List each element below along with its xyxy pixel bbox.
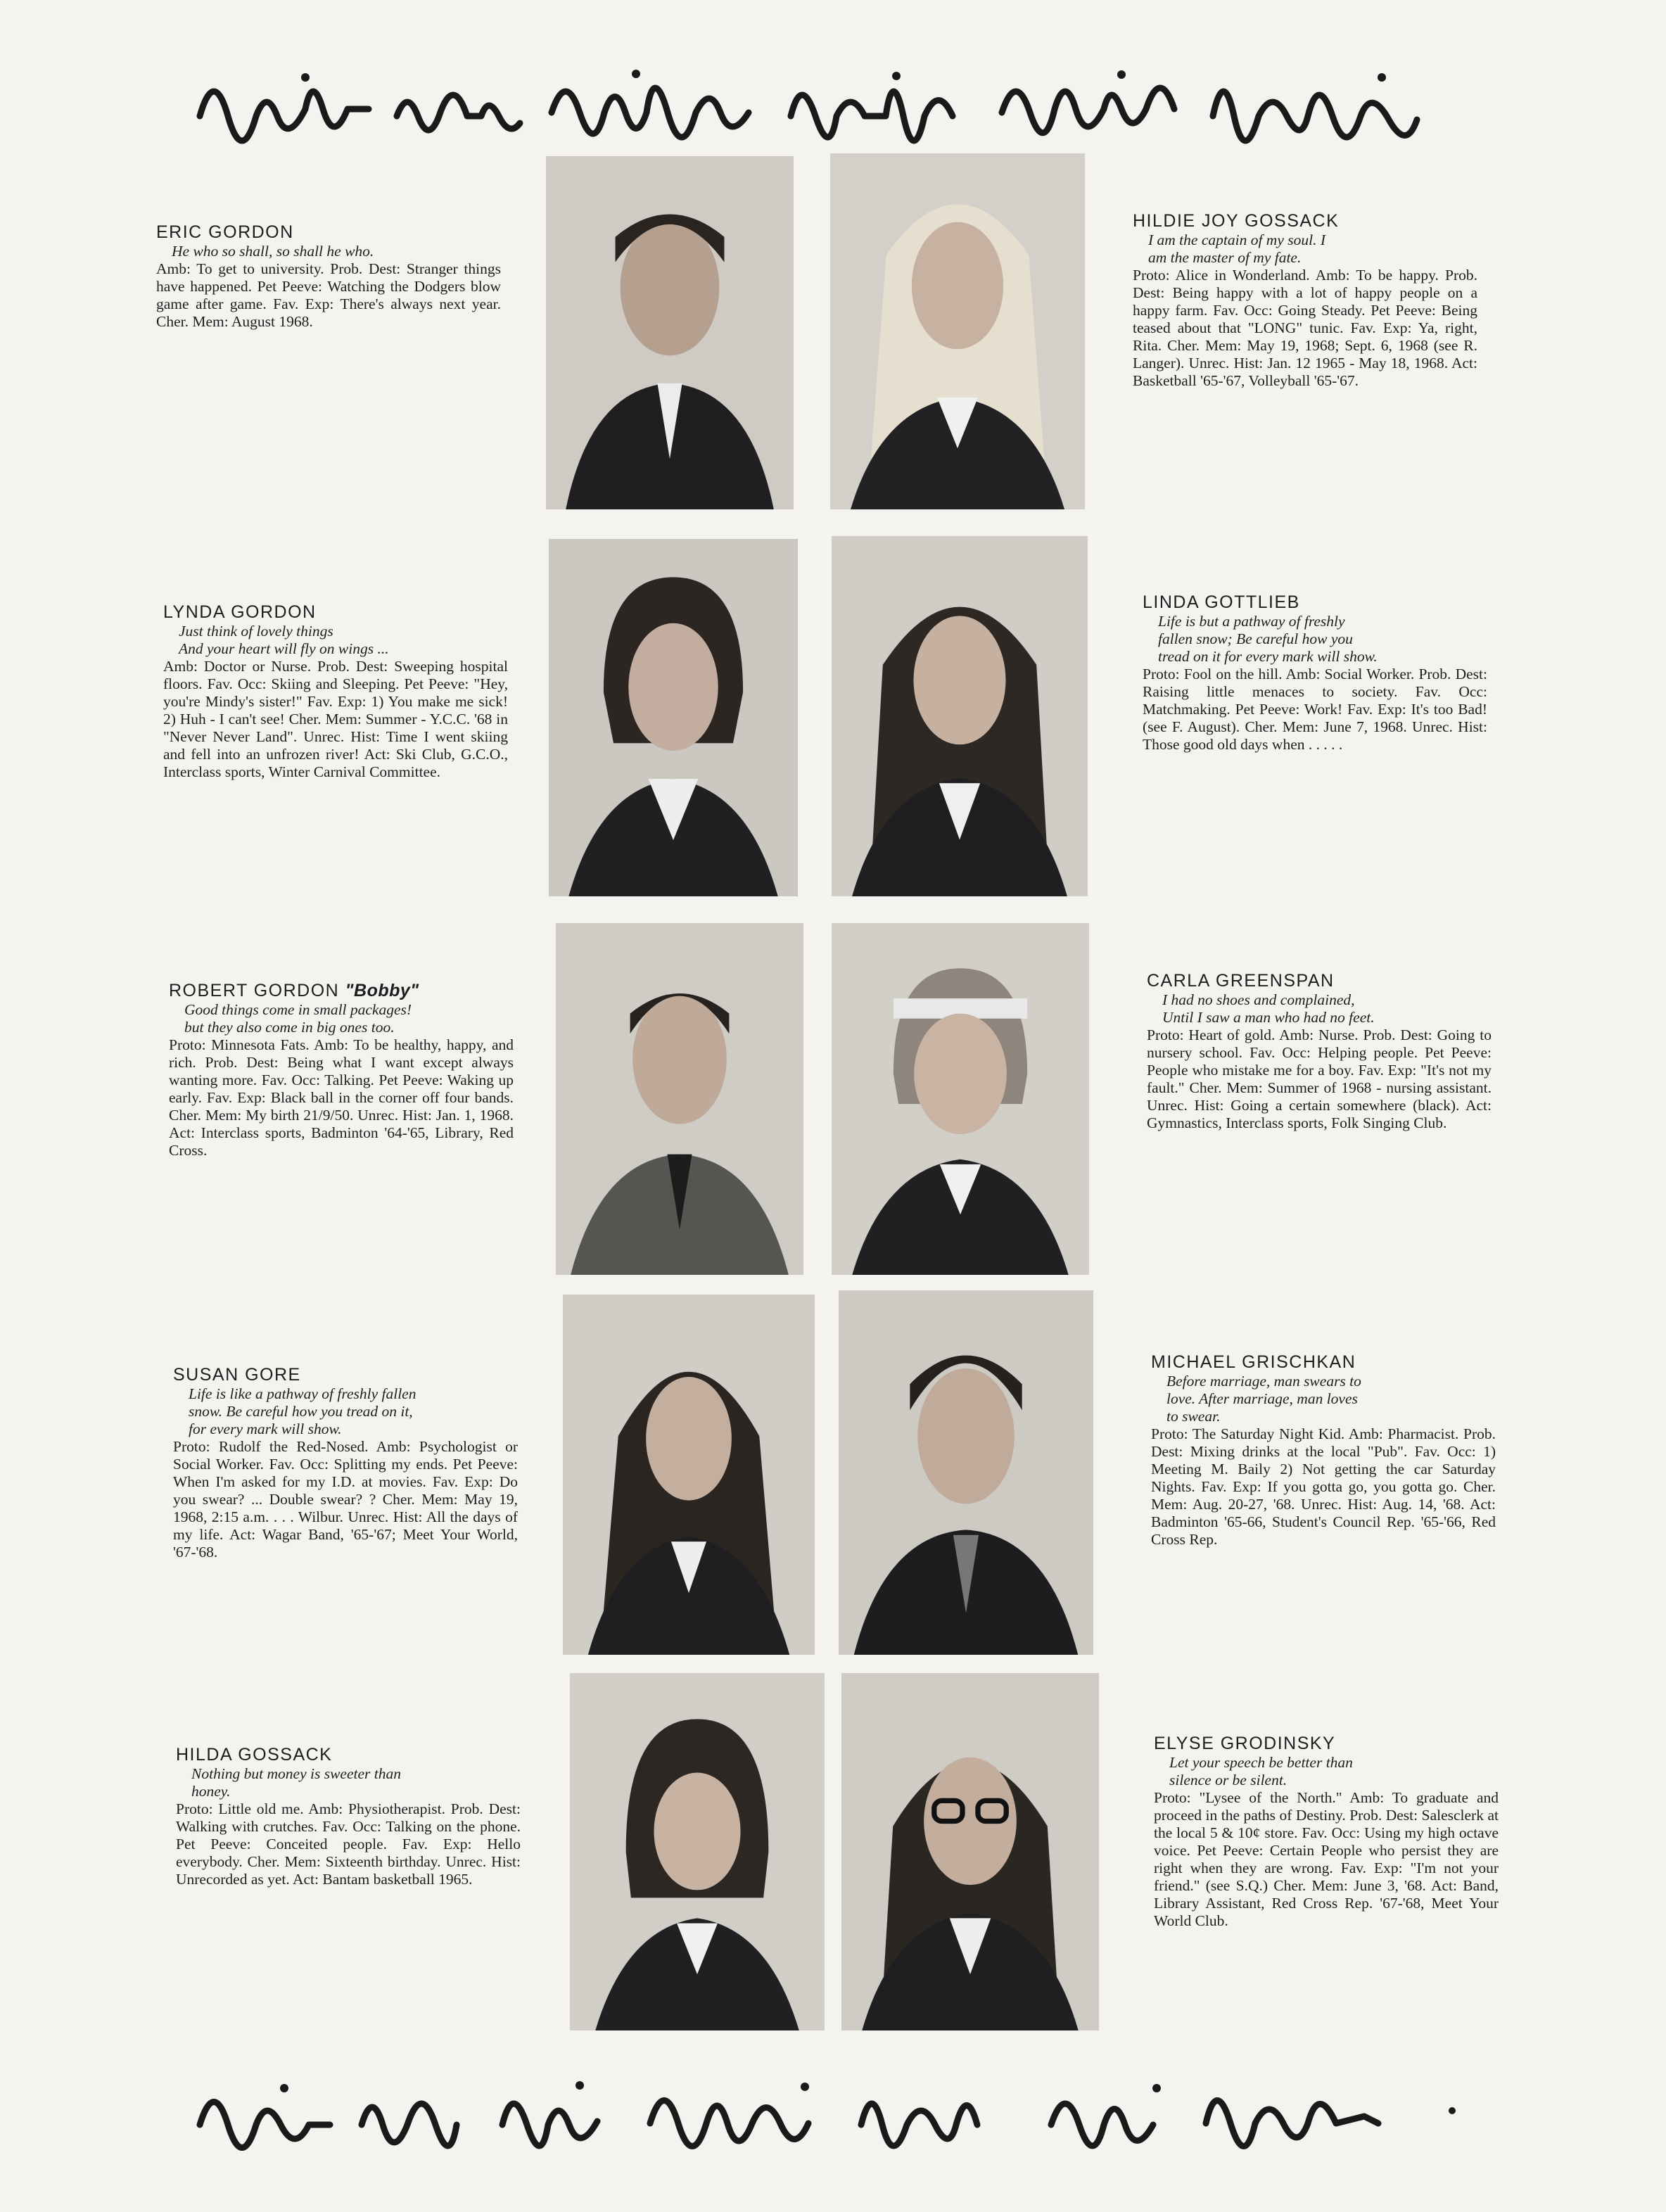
portrait-hildie-joy-gossack: [830, 153, 1085, 509]
student-name: ERIC GORDON: [156, 222, 294, 242]
portrait-silhouette-icon: [839, 1290, 1093, 1655]
student-motto: Before marriage, man swears to love. After marriage, man loves to swear.: [1166, 1373, 1361, 1425]
student-motto: I had no shoes and complained, Until I saw a man who had no feet.: [1162, 991, 1375, 1026]
portrait-silhouette-icon: [832, 923, 1089, 1275]
decorative-script-header: [0, 42, 1666, 155]
portrait-silhouette-icon: [832, 536, 1088, 896]
student-motto: I am the captain of my soul. I am the master of my fate.: [1148, 231, 1325, 266]
student-details: Proto: The Saturday Night Kid. Amb: Pharmacist. Prob. Dest: Mixing drinks at the local "Pub". Fav. Occ: 1) Meeting M. Baily 2) Not getting the car Saturday Nights. Fav. Exp: If you gotta go, you gotta go. Cher. Mem: Aug. 20-27, '68. Unrec. Hist: Aug. 14, '68. Act: Badminton '65-66, Student's Council Rep. '65-'66, Red Cross Rep.: [1151, 1425, 1496, 1548]
student-details: Proto: Fool on the hill. Amb: Social Worker. Prob. Dest: Raising little menaces to society. Fav. Occ: Matchmaking. Pet Peeve: Work! Fav. Exp: It's too Bad! (see F. August). Cher. Mem: June 7, 1968. Unrec. Hist: Those good old days when . . . . .: [1143, 666, 1487, 753]
portrait-silhouette-icon: [546, 156, 794, 509]
bio-lynda-gordon: [163, 604, 508, 781]
student-name: HILDIE JOY GOSSACK: [1133, 211, 1340, 231]
student-details: Amb: To get to university. Prob. Dest: Stranger things have happened. Pet Peeve: Watching the Dodgers blow game after game. Fav. Exp: There's always next year. Cher. Mem: August 1968.: [156, 260, 501, 330]
student-details: Proto: Alice in Wonderland. Amb: To be happy. Prob. Dest: Being happy with a lot of happy people on a happy farm. Fav. Occ: Going Steady. Pet Peeve: Being teased about that "LONG" tunic. Fav. Exp: Ya, right, Rita. Cher. Mem: May 19, 1968; Sept. 6, 1968 (see R. Langer). Unrec. Hist: Jan. 12 1965 - May 18, 1968. Act: Basketball '65-'67, Volleyball '65-'67.: [1133, 267, 1477, 389]
portrait-elyse-grodinsky: [841, 1673, 1099, 2030]
bio-hildie-joy-gossack: [1133, 212, 1477, 390]
bio-susan-gore: [173, 1366, 518, 1561]
bio-linda-gottlieb: [1143, 594, 1487, 754]
portrait-susan-gore: [563, 1295, 815, 1655]
bio-elyse-grodinsky: [1154, 1735, 1499, 1930]
portrait-silhouette-icon: [841, 1673, 1099, 2030]
student-details: Proto: "Lysee of the North." Amb: To graduate and proceed in the paths of Destiny. Prob. Dest: Salesclerk at the local 5 & 10¢ store. Fav. Occ: Using my high octave voice. Pet Peeve: Certain People who persist they are right when they are wrong. Fav. Exp: "I'm not your friend." (see S.Q.) Cher. Mem: June 3, '68. Act: Band, Library Assistant, Red Cross Rep. '67-'68, Meet Your World Club.: [1154, 1789, 1499, 1929]
portrait-silhouette-icon: [570, 1673, 825, 2030]
student-name: SUSAN GORE: [173, 1365, 301, 1385]
student-motto: Nothing but money is sweeter than honey.: [191, 1765, 401, 1800]
portrait-silhouette-icon: [556, 923, 803, 1275]
student-motto: Life is but a pathway of freshly fallen snow; Be careful how you tread on it for every mark will show.: [1158, 613, 1378, 665]
bio-eric-gordon: [156, 224, 501, 331]
bio-carla-greenspan: [1147, 972, 1492, 1132]
student-details: Proto: Little old me. Amb: Physiotherapist. Prob. Dest: Walking with crutches. Fav. Occ: Talking on the phone. Pet Peeve: Conceited people. Fav. Exp: Hello everybody. Cher. Mem: Sixteenth birthday. Unrec. Hist: Unrecorded as yet. Act: Bantam basketball 1965.: [176, 1800, 521, 1888]
student-motto: Life is like a pathway of freshly fallen snow. Be careful how you tread on it, for every mark will show.: [189, 1385, 416, 1437]
portrait-lynda-gordon: [549, 539, 798, 896]
student-name: LYNDA GORDON: [163, 602, 317, 622]
student-name: CARLA GREENSPAN: [1147, 971, 1335, 991]
bio-michael-grischkan: [1151, 1354, 1496, 1549]
portrait-robert-gordon: [556, 923, 803, 1275]
script-header-art: [186, 49, 1480, 148]
portrait-silhouette-icon: [563, 1295, 815, 1655]
student-details: Proto: Heart of gold. Amb: Nurse. Prob. Dest: Going to nursery school. Fav. Occ: Helping people. Pet Peeve: People who mistake me for a boy. Fav. Exp: "It's not my fault." Cher. Mem: Summer of 1968 - nursing assistant. Unrec. Hist: Going a certain somewhere (black). Act: Gymnastics, Interclass sports, Folk Singing Club.: [1147, 1026, 1492, 1131]
portrait-eric-gordon: [546, 156, 794, 509]
student-motto: He who so shall, so shall he who.: [172, 243, 374, 260]
student-name: ROBERT GORDON "Bobby": [169, 981, 419, 1000]
student-details: Amb: Doctor or Nurse. Prob. Dest: Sweeping hospital floors. Fav. Occ: Skiing and Sleeping. Pet Peeve: "Hey, you're Mindy's sister!" Fav. Exp: 1) You make me sick! 2) Huh - I can't see! Cher. Mem: Summer - Y.C.C. '68 in "Never Never Land". Unrec. Hist: Time I went skiing and fell into an unfrozen river! Act: Ski Club, G.C.O., Interclass sports, Winter Carnival Committee.: [163, 658, 508, 780]
bio-hilda-gossack: [176, 1746, 521, 1888]
student-motto: Just think of lovely things And your heart will fly on wings ...: [179, 623, 389, 657]
portrait-silhouette-icon: [830, 153, 1085, 509]
student-details: Proto: Rudolf the Red-Nosed. Amb: Psychologist or Social Worker. Fav. Occ: Splitting my ends. Pet Peeve: When I'm asked for my I.D. at movies. Fav. Exp: Do you swear? ... Double swear? ? Cher. Mem: May 19, 1968, 2:15 a.m. . . . Wilbur. Unrec. Hist: All the days of my life. Act: Wagar Band, '65-'67; Meet Your World, '67-'68.: [173, 1438, 518, 1561]
decorative-script-footer: [0, 2054, 1666, 2160]
student-name: ELYSE GRODINSKY: [1154, 1734, 1336, 1753]
portrait-hilda-gossack: [570, 1673, 825, 2030]
bio-robert-gordon: [169, 982, 514, 1159]
student-name: LINDA GOTTLIEB: [1143, 592, 1300, 612]
student-details: Proto: Minnesota Fats. Amb: To be healthy, happy, and rich. Prob. Dest: Being what I want except always wanting more. Fav. Occ: Talking. Pet Peeve: Waking up early. Fav. Exp: Black ball in the corner off four bands. Cher. Mem: My birth 21/9/50. Unrec. Hist: Jan. 1, 1968. Act: Interclass sports, Badminton '64-'65, Library, Red Cross.: [169, 1036, 514, 1159]
student-motto: Let your speech be better than silence or be silent.: [1169, 1754, 1353, 1788]
portrait-silhouette-icon: [549, 539, 798, 896]
student-motto: Good things come in small packages! but they also come in big ones too.: [184, 1001, 412, 1036]
student-name: HILDA GOSSACK: [176, 1745, 333, 1765]
portrait-linda-gottlieb: [832, 536, 1088, 896]
portrait-michael-grischkan: [839, 1290, 1093, 1655]
portrait-carla-greenspan: [832, 923, 1089, 1275]
student-name: MICHAEL GRISCHKAN: [1151, 1352, 1356, 1372]
script-footer-art: [186, 2061, 1480, 2153]
